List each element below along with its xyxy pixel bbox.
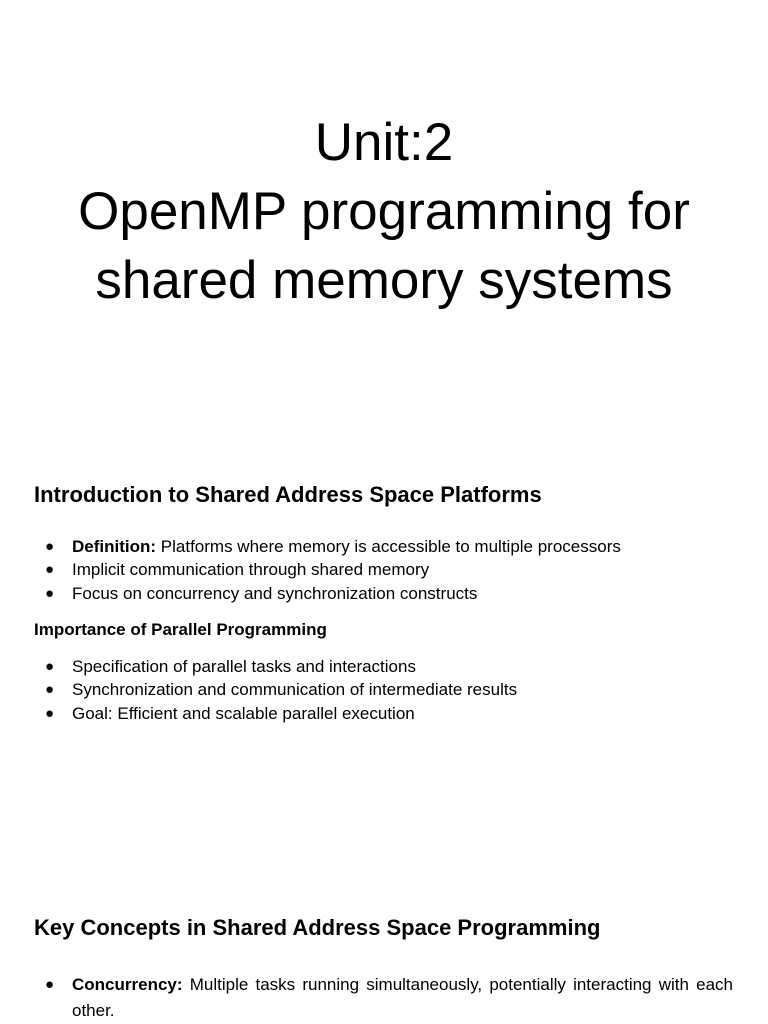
importance-bullet-list — [0, 655, 768, 725]
bullet-icon: ● — [45, 584, 55, 602]
bullet-text: Platforms where memory is accessible to multiple processors — [156, 537, 621, 556]
importance-heading: Importance of Parallel Programming — [34, 620, 327, 639]
bullet-text: Specification of parallel tasks and interactions — [72, 657, 416, 676]
bullet-text: Implicit communication through shared memory — [72, 560, 430, 580]
bullet-text: Synchronization and communication of intermediate results — [72, 680, 518, 700]
list-item — [0, 655, 768, 678]
list-item — [0, 678, 768, 701]
document-title — [0, 108, 768, 315]
bullet-bold-label: Definition: — [72, 537, 157, 556]
title-line-topic: OpenMP programming for — [78, 182, 690, 241]
bullet-icon: ● — [45, 538, 55, 555]
key-concepts-heading: Key Concepts in Shared Address Space Programming — [34, 915, 601, 940]
list-item — [0, 535, 768, 558]
bullet-icon: ● — [45, 704, 55, 722]
intro-heading: Introduction to Shared Address Space Platforms — [34, 482, 542, 507]
list-item — [0, 702, 768, 725]
title-line-subtopic: shared memory systems — [95, 251, 673, 310]
bullet-text: Multiple tasks running simultaneously, potentially interacting with each other. — [72, 975, 733, 1020]
list-item — [0, 972, 768, 1024]
bullet-icon: ● — [45, 658, 55, 675]
bullet-icon: ● — [45, 976, 55, 993]
bullet-bold-label: Concurrency: — [72, 975, 183, 994]
list-item — [0, 582, 768, 605]
bullet-text: Goal: Efficient and scalable parallel execution — [72, 703, 415, 723]
title-line-unit: Unit:2 — [314, 113, 454, 172]
bullet-text: Focus on concurrency and synchronization constructs — [72, 583, 478, 603]
bullet-icon: ● — [45, 681, 55, 699]
bullet-icon: ● — [45, 561, 55, 579]
key-concepts-bullet-list — [0, 972, 768, 1024]
intro-bullet-list — [0, 535, 768, 605]
list-item — [0, 558, 768, 581]
